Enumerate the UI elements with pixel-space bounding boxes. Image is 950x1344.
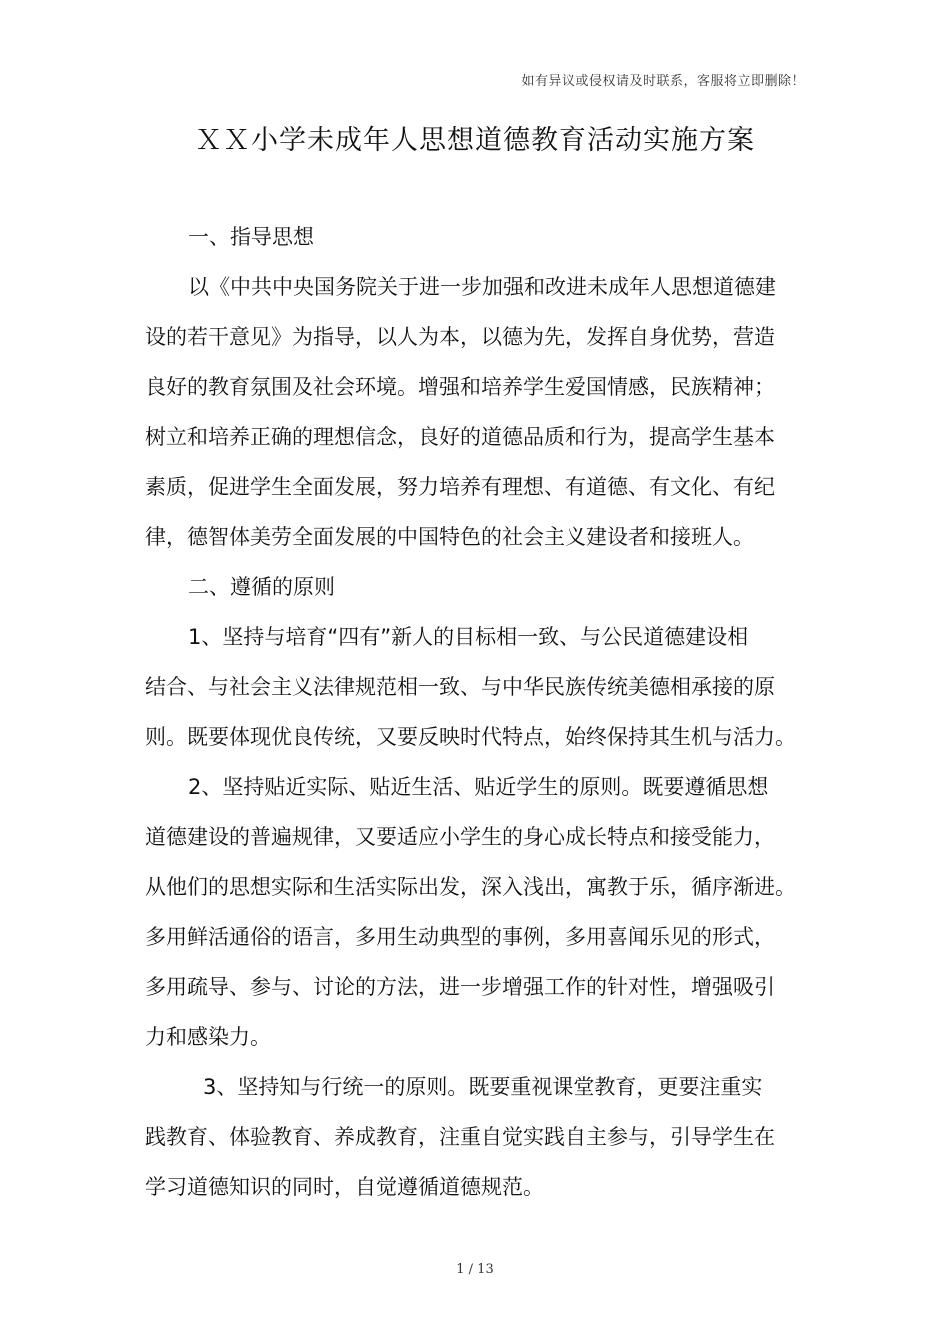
header-disclaimer: 如有异议或侵权请及时联系，客服将立即删除！	[521, 74, 805, 89]
paragraph-line: 以《中共中央国务院关于进一步加强和改进未成年人思想道德建	[188, 275, 776, 299]
paragraph-line: 良好的教育氛围及社会环境。增强和培养学生爱国情感，民族精神；	[145, 375, 775, 399]
page-number: 1 / 13	[456, 1262, 494, 1277]
principle-1-line: 则。既要体现优良传统，又要反映时代特点，始终保持其生机与活力。	[145, 725, 796, 749]
paragraph-line: 素质，促进学生全面发展，努力培养有理想、有道德、有文化、有纪	[145, 475, 775, 499]
principle-2-line: 多用鲜活通俗的语言，多用生动典型的事例，多用喜闻乐见的形式，	[145, 925, 775, 949]
principle-2-line: 多用疏导、参与、讨论的方法，进一步增强工作的针对性，增强吸引	[145, 975, 775, 999]
document-title: ＸＸ小学未成年人思想道德教育活动实施方案	[195, 125, 755, 156]
principle-2-line: 道德建设的普遍规律，又要适应小学生的身心成长特点和接受能力，	[145, 825, 775, 849]
section-heading-guiding-ideology: 一、指导思想	[188, 225, 314, 249]
principle-2-line: 力和感染力。	[145, 1025, 271, 1049]
paragraph-line: 树立和培养正确的理想信念，良好的道德品质和行为，提高学生基本	[145, 425, 775, 449]
principle-1-line: 1、坚持与培育“四有”新人的目标相一致、与公民道德建设相	[188, 625, 749, 649]
section-heading-principles: 二、遵循的原则	[188, 575, 335, 599]
document-body	[145, 212, 805, 1212]
principle-3-line: 学习道德知识的同时，自觉遵循道德规范。	[145, 1175, 544, 1199]
principle-3-line: 3、坚持知与行统一的原则。既要重视课堂教育，更要注重实	[203, 1075, 763, 1099]
principle-2-line: 2、坚持贴近实际、贴近生活、贴近学生的原则。既要遵循思想	[188, 775, 769, 799]
paragraph-line: 律，德智体美劳全面发展的中国特色的社会主义建设者和接班人。	[145, 525, 754, 549]
principle-3-line: 践教育、体验教育、养成教育，注重自觉实践自主参与，引导学生在	[145, 1125, 775, 1149]
paragraph-line: 设的若干意见》为指导，以人为本，以德为先，发挥自身优势，营造	[145, 325, 775, 349]
principle-1-line: 结合、与社会主义法律规范相一致、与中华民族传统美德相承接的原	[145, 675, 775, 699]
principle-2-line: 从他们的思想实际和生活实际出发，深入浅出，寓教于乐，循序渐进。	[145, 875, 796, 899]
